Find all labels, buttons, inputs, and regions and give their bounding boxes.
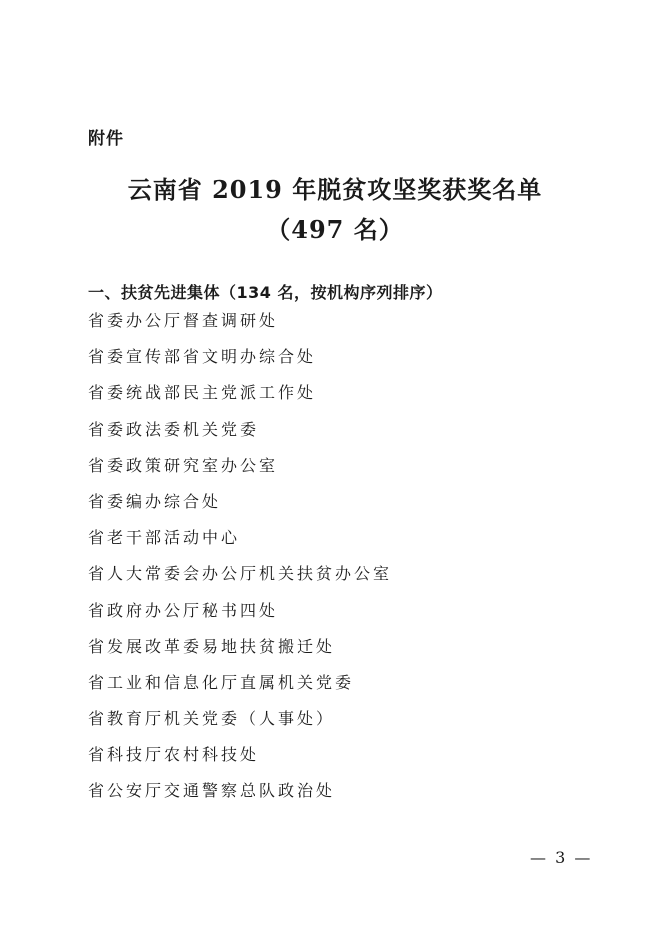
list-item: 省人大常委会办公厅机关扶贫办公室	[88, 564, 393, 584]
list-item: 省委办公厅督查调研处	[88, 311, 279, 330]
document-title-count: （497 名）	[266, 215, 404, 244]
document-title: 云南省 2019 年脱贫攻坚奖获奖名单	[127, 175, 543, 204]
list-item: 省工业和信息化厅直属机关党委	[88, 672, 355, 692]
entry-list	[88, 309, 392, 816]
attachment-label: 附件	[88, 129, 124, 149]
list-item: 省公安厅交通警察总队政治处	[88, 781, 336, 801]
list-item: 省教育厅机关党委（人事处）	[88, 709, 336, 729]
list-item: 省发展改革委易地扶贫搬迁处	[88, 636, 336, 656]
page-number: — 3 —	[530, 848, 593, 867]
list-item: 省科技厅农村科技处	[88, 745, 260, 765]
list-item: 省委政法委机关党委	[88, 419, 260, 439]
list-item: 省委编办综合处	[88, 491, 222, 511]
list-item: 省委宣传部省文明办综合处	[88, 347, 317, 367]
section-heading: 一、扶贫先进集体（134 名，按机构序列排序）	[88, 283, 443, 302]
list-item: 省政府办公厅秘书四处	[88, 600, 279, 620]
list-item: 省老干部活动中心	[88, 528, 241, 548]
list-item: 省委统战部民主党派工作处	[88, 383, 317, 403]
list-item: 省委政策研究室办公室	[88, 455, 279, 475]
